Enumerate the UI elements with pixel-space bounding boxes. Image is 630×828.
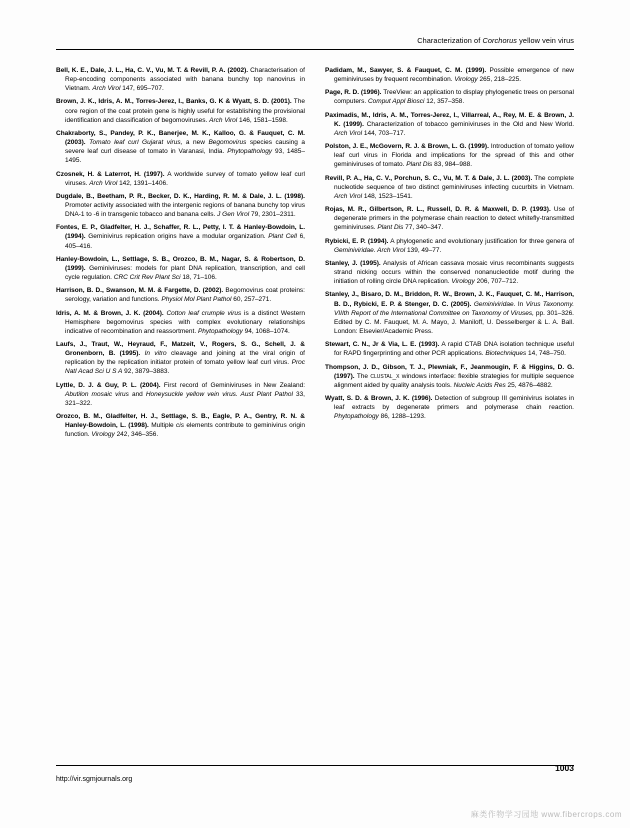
journal-url[interactable]: http://vir.sgmjournals.org (56, 776, 133, 783)
reference-entry: Rybicki, E. P. (1994). A phylogenetic and evolutionary justification for three genera of Geminiviridae. Arch Virol 139, 49–77. (325, 237, 574, 254)
reference-entry: Orozco, B. M., Gladfelter, H. J., Settlage, S. B., Eagle, P. A., Gentry, R. N. & Hanley-Bowdoin, L. (1998). Multiple cis elements contribute to geminivirus origin function. Virology 242, 346–356. (56, 413, 305, 439)
reference-entry: Page, R. D. (1996). TreeView: an application to display phylogenetic trees on personal computers. Comput Appl Biosci 12, 357–358. (325, 89, 574, 106)
reference-column-left (56, 66, 305, 444)
watermark: 麻类作物学习园地 www.fibercrops.com (470, 810, 622, 819)
reference-entry: Padidam, M., Sawyer, S. & Fauquet, C. M. (1999). Possible emergence of new geminiviruses by frequent recombination. Virology 265, 218–225. (325, 67, 574, 84)
page-number: 1003 (555, 763, 574, 773)
footer-rule (56, 765, 574, 766)
reference-entry: Stanley, J. (1995). Analysis of African cassava mosaic virus recombinants suggests strand nicking occurs within the conserved nonanucleotide motif during the initiation of rolling circle DNA replication. Virology 206, 707–712. (325, 260, 574, 286)
reference-entry: Hanley-Bowdoin, L., Settlage, S. B., Orozco, B. M., Nagar, S. & Robertson, D. (1999). Geminiviruses: models for plant DNA replication, transcription, and cell cycle regulation. CRC Crit Rev Plant Sci 18, 71–106. (56, 255, 305, 281)
reference-entry: Polston, J. E., McGovern, R. J. & Brown, L. G. (1999). Introduction of tomato yellow leaf curl virus in Florida and implications for the spread of this and other geminiviruses of tomato. Plant Dis 83, 984–988. (325, 143, 574, 169)
reference-entry: Idris, A. M. & Brown, J. K. (2004). Cotton leaf crumple virus is a distinct Western Hemisphere begomovirus species with complex evolutionary relationships indicative of recombination and reassortment. Phytopathology 94, 1068–1074. (56, 309, 306, 335)
reference-entry: Paximadis, M., Idris, A. M., Torres-Jerez, I., Villarreal, A., Rey, M. E. & Brown, J. K. (1999). Characterization of tobacco geminiviruses in the Old and New World. Arch Virol 144, 703–717. (325, 111, 575, 137)
reference-entry: Lyttle, D. J. & Guy, P. L. (2004). First record of Geminiviruses in New Zealand: Abutilon mosaic virus and Honeysuckle yellow vein virus. Aust Plant Pathol 33, 321–322. (56, 381, 306, 407)
reference-entry: Czosnek, H. & Laterrot, H. (1997). A worldwide survey of tomato yellow leaf curl viruses. Arch Virol 142, 1391–1406. (56, 170, 305, 187)
reference-entry: Stewart, C. N., Jr & Via, L. E. (1993). A rapid CTAB DNA isolation technique useful for RAPD fingerprinting and other PCR applications. Biotechniques 14, 748–750. (325, 341, 574, 358)
running-head-genus: Corchorus (482, 36, 518, 45)
reference-entry: Rojas, M. R., Gilbertson, R. L., Russell, D. R. & Maxwell, D. P. (1993). Use of degenerate primers in the polymerase chain reaction to detect whitefly-transmitted geminiviruses. Plant Dis 77, 340–347. (325, 206, 575, 232)
reference-column-right (325, 66, 574, 444)
reference-columns (56, 66, 574, 444)
reference-entry: Bell, K. E., Dale, J. L., Ha, C. V., Vu, M. T. & Revill, P. A. (2002). Characterisation of Rep-encoding components associated with banana bunchy top nanovirus in Vietnam. Arch Virol 147, 695–707. (56, 67, 305, 93)
reference-entry: Revill, P. A., Ha, C. V., Porchun, S. C., Vu, M. T. & Dale, J. L. (2003). The complete nucleotide sequence of two distinct geminiviruses infecting cucurbits in Vietnam. Arch Virol 148, 1523–1541. (325, 174, 574, 200)
reference-entry: Fontes, E. P., Gladfelter, H. J., Schaffer, R. L., Petty, I. T. & Hanley-Bowdoin, L. (1994). Geminivirus replication origins have a modular organization. Plant Cell 6, 405–416. (56, 224, 305, 250)
reference-entry: Laufs, J., Traut, W., Heyraud, F., Matzeit, V., Rogers, S. G., Schell, J. & Gronenborn, B. (1995). In vitro cleavage and joining at the viral origin of replication by the replication initiator protein of tomato yellow leaf curl virus. Proc Natl Acad Sci U S A 92, 3879–3883. (56, 341, 305, 376)
running-head-suffix: yellow vein virus (517, 36, 574, 45)
header-rule (56, 49, 574, 50)
reference-entry: Dugdale, B., Beetham, P. R., Becker, D. K., Harding, R. M. & Dale, J. L. (1998). Promoter activity associated with the intergenic regions of banana bunchy top virus DNA-1 to -6 in transgenic tobacco and banana cells. J Gen Virol 79, 2301–2311. (56, 192, 305, 219)
running-head (417, 36, 574, 45)
reference-entry: Harrison, B. D., Swanson, M. M. & Fargette, D. (2002). Begomovirus coat proteins: serology, variation and functions. Physiol Mol Plant Pathol 60, 257–271. (56, 287, 305, 304)
reference-entry: Brown, J. K., Idris, A. M., Torres-Jerez, I., Banks, G. K & Wyatt, S. D. (2001). The core region of the coat protein gene is highly useful for establishing the provisional identification and classification of begomoviruses. Arch Virol 146, 1581–1598. (56, 98, 305, 124)
reference-entry: Wyatt, S. D. & Brown, J. K. (1996). Detection of subgroup III geminivirus isolates in leaf extracts by degenerate primers and polymerase chain reaction. Phytopathology 86, 1288–1293. (325, 394, 575, 421)
reference-entry: Thompson, J. D., Gibson, T. J., Plewniak, F., Jeanmougin, F. & Higgins, D. G. (1997). The clustal_x windows interface: flexible strategies for multiple sequence alignment aided by quality analysis tools. Nucleic Acids Res 25, 4876–4882. (325, 363, 574, 389)
reference-entry: Chakraborty, S., Pandey, P. K., Banerjee, M. K., Kalloo, G. & Fauquet, C. M. (2003). Tomato leaf curl Gujarat virus, a new Begomovirus species causing a severe leaf curl disease of tomato in Varanasi, India. Phytopathology 93, 1485–1495. (56, 129, 305, 165)
running-head-prefix: Characterization of (417, 36, 483, 45)
reference-entry: Stanley, J., Bisaro, D. M., Briddon, R. W., Brown, J. K., Fauquet, C. M., Harrison, B. D., Rybicki, E. P. & Stenger, D. C. (2005). Geminiviridae. In Virus Taxonomy. VIIIth Report of the International Committee on Taxonomy of Viruses, pp. 301–326. Edited by C. M. Fauquet, M. A. Mayo, J. Maniloff, U. Desselberger & L. A. Ball. London: Elsevier/Academic Press. (325, 291, 574, 335)
